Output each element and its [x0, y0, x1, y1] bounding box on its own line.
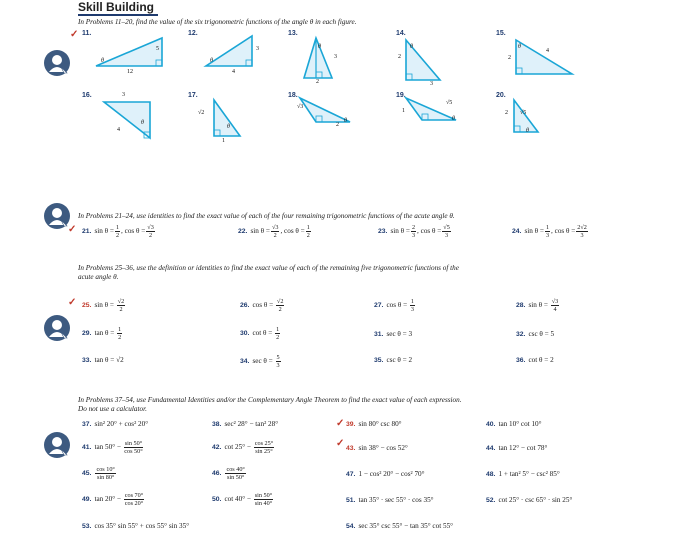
figure-number: 14. — [396, 30, 406, 37]
theta-label: θ — [518, 44, 521, 50]
problem-21: 21. sin θ = $\frac{1}{2}$ , cos θ = $\frac{√3}{2}$ — [82, 224, 154, 239]
problem-42: 42. cot 25° − $\frac{\cos 25^\circ}{\sin 25^\circ}$ — [212, 440, 274, 455]
theta-label: θ — [141, 120, 144, 126]
figure-number: 18. — [288, 92, 298, 99]
problem-34: 34. sec θ = $\frac{5}{3}$ — [240, 354, 280, 369]
figure-number: 16. — [82, 92, 92, 99]
side-label: 2 — [505, 110, 508, 116]
section-heading: Skill Building — [78, 0, 155, 14]
problem-35: 35. csc θ = 2 — [374, 356, 413, 364]
side-label: 4 — [546, 48, 549, 54]
checkmark-icon: ✓ — [336, 438, 345, 449]
checkmark-icon: ✓ — [68, 297, 77, 308]
student-icon — [44, 50, 70, 76]
problem-33: 33. tan θ = √2 — [82, 356, 124, 364]
checkmark-icon: ✓ — [336, 418, 345, 429]
side-label: √5 — [520, 110, 527, 116]
triangle-figure-19 — [402, 94, 462, 130]
triangle-figure-14 — [398, 36, 448, 86]
side-label: 1 — [222, 138, 225, 144]
side-label: 3 — [256, 46, 259, 52]
problem-31: 31. sec θ = 3 — [374, 330, 413, 338]
problem-50: 50. cot 40° − $\frac{\sin 50^\circ}{\sin 40^\circ}$ — [212, 492, 273, 507]
problem-54: 54. sec 35° csc 55° − tan 35° cot 55° — [346, 522, 454, 530]
problem-32: 32. csc θ = 5 — [516, 330, 555, 338]
side-label: 2 — [398, 54, 401, 60]
problem-23: 23. sin θ = $\frac{2}{3}$ , cos θ = $\frac{√5}{3}$ — [378, 224, 450, 239]
figure-number: 19. — [396, 92, 406, 99]
side-label: 2 — [336, 122, 339, 128]
theta-label: θ — [318, 44, 321, 50]
student-icon — [44, 315, 70, 341]
triangle-figure-18 — [296, 92, 356, 132]
checkmark-icon: ✓ — [68, 224, 77, 235]
problem-24: 24. sin θ = $\frac{1}{3}$ , cos θ = $\frac{2√2}{3}$ — [512, 224, 587, 239]
problem-43: 43. sin 38° − cos 52° — [346, 444, 408, 452]
problem-51: 51. tan 35° · sec 55° · cos 35° — [346, 496, 434, 504]
problem-28: 28. sin θ = $\frac{√3}{4}$ — [516, 298, 559, 313]
problem-29: 29. tan θ = $\frac{1}{2}$ — [82, 326, 122, 341]
theta-label: θ — [344, 118, 347, 124]
side-label: √2 — [198, 110, 205, 116]
theta-label: θ — [410, 44, 413, 50]
problem-52: 52. cot 25° · csc 65° · sin 25° — [486, 496, 573, 504]
theta-label: θ — [227, 124, 230, 130]
instructions-25-36: In Problems 25–36, use the definition or identities to find the exact value of each of the remaining five trigonometric functions of the — [78, 264, 459, 272]
triangle-figure-13 — [296, 34, 346, 84]
side-label: √3 — [297, 104, 304, 110]
heading-underline — [78, 14, 158, 16]
problem-46: 46. $\frac{\cos 40^\circ}{\sin 50^\circ}$ — [212, 466, 245, 481]
problem-40: 40. tan 10° cot 10° — [486, 420, 542, 428]
problem-37: 37. sin² 20° + cos² 20° — [82, 420, 149, 428]
student-icon — [44, 203, 70, 229]
problem-48: 48. 1 + tan² 5° − csc² 85° — [486, 470, 560, 478]
problem-45: 45. $\frac{\cos 10^\circ}{\sin 80^\circ}$ — [82, 466, 115, 481]
side-label: 1 — [402, 108, 405, 114]
problem-26: 26. cos θ = $\frac{√2}{2}$ — [240, 298, 284, 313]
instructions-11-20: In Problems 11–20, find the value of the six trigonometric functions of the angle θ in each figure. — [78, 18, 357, 26]
instructions-37-54: In Problems 37–54, use Fundamental Identities and/or the Complementary Angle Theorem to find the exact value of each expression. — [78, 396, 462, 404]
side-label: 3 — [122, 92, 125, 98]
triangle-figure-16 — [100, 96, 160, 144]
figure-number: 12. — [188, 30, 198, 37]
side-label: √5 — [446, 100, 453, 106]
side-label: 3 — [334, 54, 337, 60]
checkmark-icon: ✓ — [70, 29, 79, 40]
figure-number: 13. — [288, 30, 298, 37]
problem-39: 39. sin 80° csc 80° — [346, 420, 402, 428]
theta-label: θ — [526, 128, 529, 134]
triangle-figure-17 — [200, 96, 250, 144]
figure-number: 15. — [496, 30, 506, 37]
student-icon — [44, 432, 70, 458]
problem-44: 44. tan 12° − cot 78° — [486, 444, 548, 452]
triangle-figure-12 — [200, 32, 260, 72]
problem-47: 47. 1 − cos² 20° − cos² 70° — [346, 470, 425, 478]
side-label: 3 — [430, 81, 433, 87]
problem-36: 36. cot θ = 2 — [516, 356, 554, 364]
triangle-figure-11 — [90, 32, 170, 72]
problem-25: 25. sin θ = $\frac{√2}{2}$ — [82, 298, 125, 313]
problem-53: 53. cos 35° sin 55° + cos 55° sin 35° — [82, 522, 190, 530]
side-label: 2 — [508, 55, 511, 61]
instructions-37-54-cont: Do not use a calculator. — [78, 405, 147, 413]
theta-label: θ — [101, 58, 104, 64]
instructions-21-24: In Problems 21–24, use identities to find the exact value of each of the four remaining trigonometric functions of the acute angle θ. — [78, 212, 455, 220]
theta-label: θ — [452, 116, 455, 122]
problem-22: 22. sin θ = $\frac{√3}{2}$ , cos θ = $\frac{1}{2}$ — [238, 224, 310, 239]
theta-label: θ — [210, 58, 213, 64]
problem-38: 38. sec² 28° − tan² 28° — [212, 420, 279, 428]
figure-number: 17. — [188, 92, 198, 99]
problem-41: 41. tan 50° − $\frac{\sin 50^\circ}{\cos 50^\circ}$ — [82, 440, 143, 455]
side-label: 12 — [127, 69, 133, 75]
figure-number: 20. — [496, 92, 506, 99]
figure-number: 11. — [82, 30, 92, 37]
triangle-figure-15 — [508, 32, 578, 82]
problem-30: 30. cot θ = $\frac{1}{2}$ — [240, 326, 280, 341]
instructions-25-36-cont: acute angle θ. — [78, 273, 119, 281]
side-label: 4 — [117, 127, 120, 133]
side-label: 5 — [156, 46, 159, 52]
side-label: 2 — [316, 79, 319, 85]
problem-27: 27. cos θ = $\frac{1}{3}$ — [374, 298, 415, 313]
side-label: 4 — [232, 69, 235, 75]
problem-49: 49. tan 20° − $\frac{\cos 70^\circ}{\cos 20^\circ}$ — [82, 492, 144, 507]
